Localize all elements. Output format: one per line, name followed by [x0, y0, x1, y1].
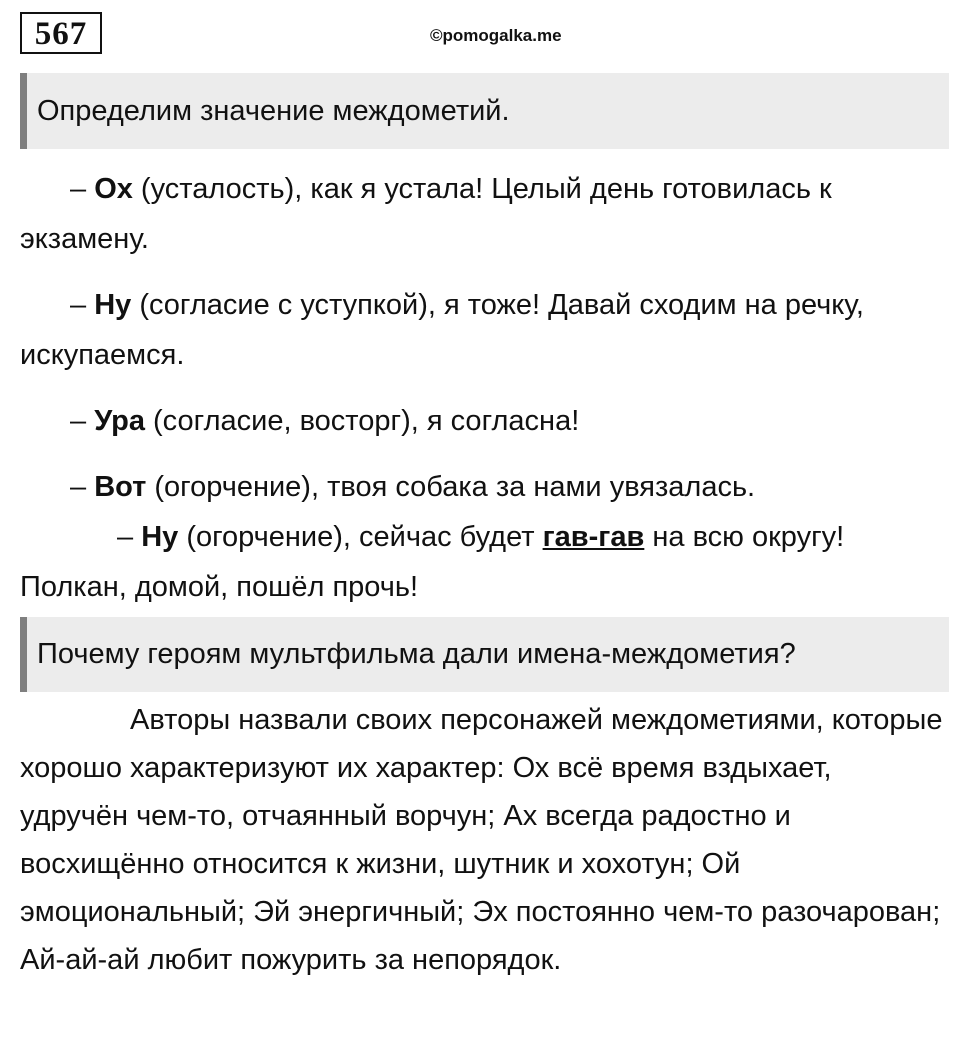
dialog-rest: на всю округу! Полкан, домой, пошёл прочь!	[20, 521, 845, 603]
dash: –	[70, 289, 95, 321]
dialog-line	[20, 396, 945, 446]
interjection: Ну	[94, 289, 132, 321]
dialog-line	[20, 462, 945, 512]
dash: –	[70, 405, 95, 437]
interjection: Ох	[94, 173, 133, 205]
dialog-rest: , я согласна!	[410, 405, 580, 437]
dash: –	[117, 521, 142, 553]
underlined-interjection: гав-гав	[542, 521, 645, 553]
dialog-rest: , твоя собака за нами увязалась.	[310, 471, 756, 503]
interjection: Ну	[141, 521, 179, 553]
site-credit: ©pomogalka.me	[430, 26, 562, 45]
dialog-line	[20, 164, 945, 264]
answer-paragraph: Авторы назвали своих персонажей междометиями, которые хорошо характеризуют их характер: Ох всё время вздыхает, удручён чем-то, отчаянный ворчун; Ах всегда радостно и восхищённо относится к жизни, шутник и хохотун; Ой эмоциональный; Эй энергичный; Эх постоянно чем-то разочарован; Ай-ай-ай любит пожурить за непорядок.	[20, 704, 943, 976]
task-number-box: 567	[20, 12, 102, 54]
dialog-rest: , я тоже! Давай сходим на речку, искупаемся.	[20, 289, 864, 371]
question-heading-2: Почему героям мультфильма дали имена-междометия?	[20, 617, 949, 692]
dialog-rest: , как я устала! Целый день готовилась к экзамену.	[20, 173, 832, 255]
dash: –	[70, 471, 95, 503]
interjection: Вот	[94, 471, 147, 503]
interjection-meaning: (огорчение)	[146, 471, 311, 503]
interjection-meaning: (согласие с уступкой)	[131, 289, 428, 321]
interjection-meaning: (согласие, восторг)	[144, 405, 411, 437]
interjection-meaning: (огорчение)	[178, 521, 343, 553]
dialog-rest: , сейчас будет	[342, 521, 543, 553]
question-heading-1: Определим значение междометий.	[20, 73, 949, 149]
dash: –	[70, 173, 95, 205]
dialog-line	[20, 280, 945, 380]
dialog-line	[20, 512, 945, 612]
interjection-meaning: (усталость)	[132, 173, 295, 205]
interjection: Ура	[94, 405, 145, 437]
dialog-text	[20, 164, 945, 612]
